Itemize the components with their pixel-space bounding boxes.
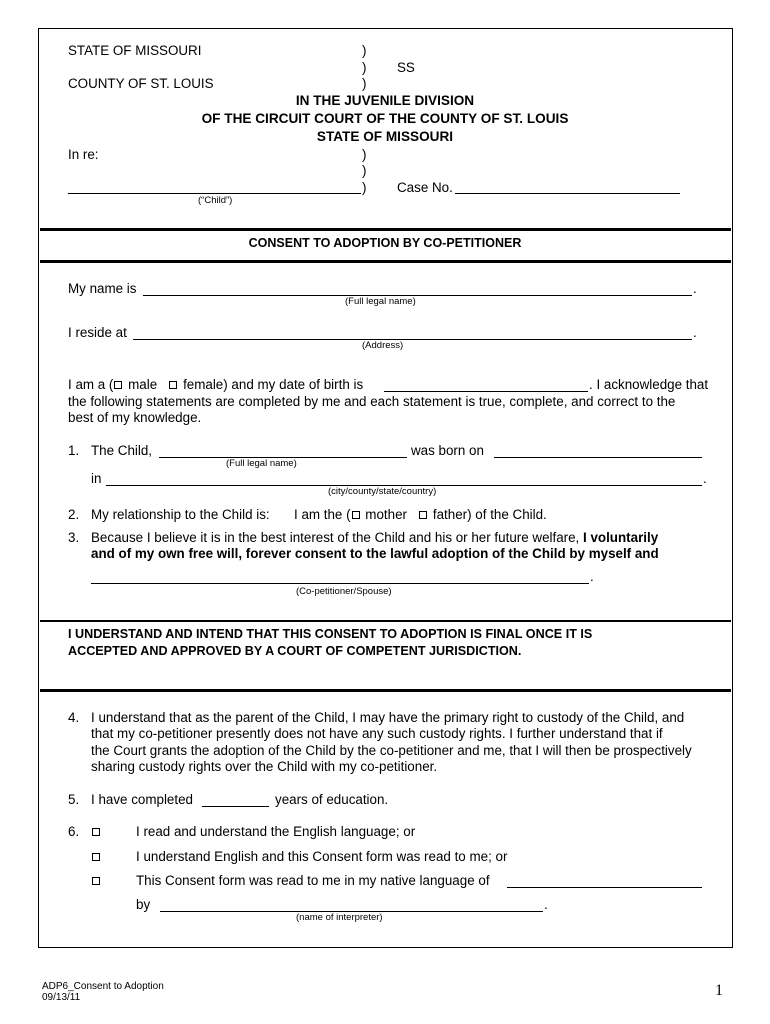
document-title: CONSENT TO ADOPTION BY CO-PETITIONER bbox=[248, 236, 522, 250]
interpreter-caption: (name of interpreter) bbox=[296, 912, 383, 923]
gender-para-line3: best of my knowledge. bbox=[68, 410, 202, 425]
was-born-on-label: was born on bbox=[411, 443, 484, 458]
child-name-caption: (Full legal name) bbox=[226, 458, 297, 469]
read-to-me-checkbox[interactable] bbox=[92, 853, 100, 861]
caption-paren: ) bbox=[362, 163, 367, 178]
court-title-line2: OF THE CIRCUIT COURT OF THE COUNTY OF ST. LOUIS bbox=[201, 111, 569, 126]
address-caption: (Address) bbox=[362, 340, 404, 351]
my-name-label: My name is bbox=[68, 281, 137, 296]
item6-option2: I understand English and this Consent form was read to me; or bbox=[136, 849, 508, 864]
county-label: COUNTY OF ST. LOUIS bbox=[68, 76, 214, 91]
copetitioner-name-field[interactable] bbox=[91, 583, 589, 584]
item4-line1: I understand that as the parent of the Child, I may have the primary right to custody of the Child, and bbox=[91, 710, 685, 725]
years-of-education-field[interactable] bbox=[202, 806, 269, 807]
caption-paren: ) bbox=[362, 76, 367, 91]
item3-bold1: I voluntarily bbox=[583, 530, 659, 545]
copetitioner-caption: (Co-petitioner/Spouse) bbox=[296, 586, 392, 597]
reside-label: I reside at bbox=[68, 325, 127, 340]
item5-text: I have completed bbox=[91, 792, 193, 807]
period: . bbox=[590, 569, 594, 584]
in-label: in bbox=[91, 471, 102, 486]
item4-line4: sharing custody rights over the Child with my co-petitioner. bbox=[91, 759, 438, 774]
form-date: 09/13/11 bbox=[42, 992, 81, 1003]
item2-number: 2. bbox=[68, 507, 80, 522]
full-name-field[interactable] bbox=[143, 295, 692, 296]
caption-paren: ) bbox=[362, 147, 367, 162]
i-am-a-label: I am a ( bbox=[68, 377, 114, 392]
caption-paren: ) bbox=[362, 60, 367, 75]
item5-suffix: years of education. bbox=[275, 792, 389, 807]
full-name-caption: (Full legal name) bbox=[345, 296, 416, 307]
item1-number: 1. bbox=[68, 443, 80, 458]
notice-rule-top bbox=[40, 620, 731, 622]
item1-text: The Child, bbox=[91, 443, 153, 458]
female-label: female) and my date of birth is bbox=[183, 377, 364, 392]
notice-rule-bottom bbox=[40, 689, 731, 692]
form-id: ADP6_Consent to Adoption bbox=[42, 981, 164, 992]
father-checkbox[interactable] bbox=[419, 511, 427, 519]
item6-option1: I read and understand the English language; or bbox=[136, 824, 416, 839]
in-re-label: In re: bbox=[68, 147, 99, 162]
period: . bbox=[544, 897, 548, 912]
caption-paren: ) bbox=[362, 180, 367, 195]
period: . bbox=[693, 325, 697, 340]
caption-paren: ) bbox=[362, 43, 367, 58]
address-field[interactable] bbox=[133, 339, 692, 340]
period: . bbox=[703, 471, 707, 486]
by-label: by bbox=[136, 897, 151, 912]
native-language-field[interactable] bbox=[507, 887, 702, 888]
court-title-line1: IN THE JUVENILE DIVISION bbox=[295, 93, 475, 108]
mother-label: mother bbox=[365, 507, 407, 522]
rule-top bbox=[40, 228, 731, 231]
child-caption: (“Child”) bbox=[198, 195, 233, 206]
period: . bbox=[693, 281, 697, 296]
child-birth-date-field[interactable] bbox=[494, 457, 702, 458]
item4-line2: that my co-petitioner presently does not have any such custody rights. I further understand that if bbox=[91, 726, 663, 741]
female-checkbox[interactable] bbox=[169, 381, 177, 389]
gender-para-line2: the following statements are completed by me and each statement is true, complete, and correct to the bbox=[68, 394, 676, 409]
native-language-checkbox[interactable] bbox=[92, 877, 100, 885]
item5-number: 5. bbox=[68, 792, 80, 807]
place-caption: (city/county/state/country) bbox=[328, 486, 437, 497]
i-am-the-label: I am the ( bbox=[294, 507, 351, 522]
notice-line2: ACCEPTED AND APPROVED BY A COURT OF COMPETENT JURISDICTION. bbox=[68, 644, 522, 658]
item3-line1: Because I believe it is in the best interest of the Child and his or her future welfare, bbox=[91, 530, 580, 545]
notice-line1: I UNDERSTAND AND INTEND THAT THIS CONSENT TO ADOPTION IS FINAL ONCE IT IS bbox=[68, 627, 593, 641]
item4-number: 4. bbox=[68, 710, 80, 725]
read-english-checkbox[interactable] bbox=[92, 828, 100, 836]
case-no-label: Case No. bbox=[397, 180, 453, 195]
item3-bold2: and of my own free will, forever consent to the lawful adoption of the Child by myself and bbox=[91, 546, 659, 561]
item6-option3: This Consent form was read to me in my native language of bbox=[136, 873, 490, 888]
page-number: 1 bbox=[715, 982, 723, 999]
mother-checkbox[interactable] bbox=[352, 511, 360, 519]
ss-label: SS bbox=[397, 60, 415, 75]
date-of-birth-field[interactable] bbox=[384, 391, 588, 392]
case-number-field[interactable] bbox=[455, 193, 680, 194]
father-label: father) of the Child. bbox=[432, 507, 547, 522]
male-checkbox[interactable] bbox=[114, 381, 122, 389]
item3-number: 3. bbox=[68, 530, 80, 545]
item6-number: 6. bbox=[68, 824, 80, 839]
acknowledge-text: . I acknowledge that bbox=[589, 377, 709, 392]
rule-bottom bbox=[40, 260, 731, 263]
state-label: STATE OF MISSOURI bbox=[68, 43, 202, 58]
court-title-line3: STATE OF MISSOURI bbox=[316, 129, 454, 144]
item4-line3: the Court grants the adoption of the Child by the co-petitioner and me, that I will then be prospectively bbox=[91, 743, 692, 758]
item2-text: My relationship to the Child is: bbox=[91, 507, 270, 522]
male-label: male bbox=[128, 377, 158, 392]
child-name-field[interactable] bbox=[68, 193, 361, 194]
